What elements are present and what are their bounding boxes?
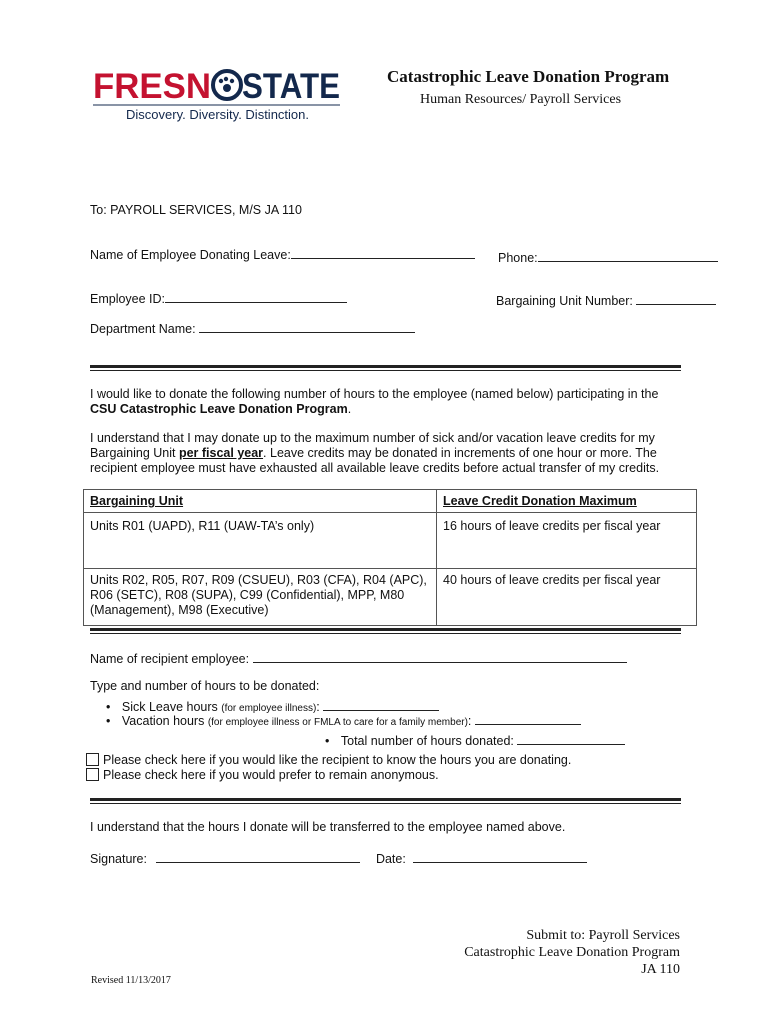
intro-paragraph bbox=[90, 387, 690, 417]
phone-label: Phone: bbox=[498, 251, 538, 265]
know-hours-checkbox[interactable] bbox=[86, 753, 99, 766]
sick-leave-note: (for employee illness) bbox=[221, 703, 317, 714]
anonymous-checkbox[interactable] bbox=[86, 768, 99, 781]
vacation-label: Vacation hours bbox=[121, 714, 205, 728]
revised-date: Revised 11/13/2017 bbox=[91, 975, 171, 986]
per-fiscal-year: per fiscal year bbox=[178, 446, 264, 460]
table-header-row bbox=[84, 490, 697, 513]
know-hours-option bbox=[86, 753, 571, 767]
phone-input[interactable] bbox=[538, 248, 718, 262]
department-field bbox=[90, 319, 415, 336]
svg-text:FRESN: FRESN bbox=[93, 67, 211, 106]
table-cell: Units R01 (UAPD), R11 (UAW-TA’s only) bbox=[84, 513, 437, 569]
submit-line-2: Catastrophic Leave Donation Program bbox=[464, 945, 680, 960]
date-label: Date: bbox=[375, 852, 406, 866]
terms-line-2: Bargaining Unit per fiscal year. Leave credits may be donated in increments of one hour or more. The bbox=[90, 446, 657, 460]
terms-line-3: recipient employee must have exhausted all available leave credits before actual transfer of my credits. bbox=[90, 461, 660, 475]
department-input[interactable] bbox=[199, 319, 415, 333]
section-divider bbox=[90, 798, 681, 804]
signature-field bbox=[90, 849, 587, 866]
employee-id-input[interactable] bbox=[165, 289, 347, 303]
bullet-icon: • bbox=[106, 714, 111, 728]
recipient-name-input[interactable] bbox=[253, 649, 627, 663]
understand-statement: I understand that the hours I donate will be transferred to the employee named above. bbox=[90, 820, 566, 834]
sick-leave-hours-input[interactable] bbox=[323, 697, 439, 711]
know-hours-label: Please check here if you would like the recipient to know the hours you are donating. bbox=[103, 753, 572, 767]
table-header-maximum: Leave Credit Donation Maximum bbox=[443, 494, 637, 508]
signature-label: Signature: bbox=[90, 852, 147, 866]
intro-line-1: I would like to donate the following number of hours to the employee (named below) participating in the bbox=[90, 387, 659, 401]
signature-input[interactable] bbox=[156, 849, 360, 863]
donation-type-label: Type and number of hours to be donated: bbox=[90, 679, 320, 693]
department-label: Department Name: bbox=[90, 322, 196, 336]
submit-line-3: JA 110 bbox=[641, 962, 680, 977]
table-header-unit: Bargaining Unit bbox=[90, 494, 184, 508]
employee-id-field bbox=[90, 289, 347, 306]
total-hours-field bbox=[325, 731, 625, 748]
submit-to-block bbox=[464, 927, 680, 978]
donor-name-label: Name of Employee Donating Leave: bbox=[90, 248, 291, 262]
bullet-icon: • bbox=[106, 700, 111, 714]
bargaining-unit-number-input[interactable] bbox=[636, 291, 716, 305]
section-divider bbox=[90, 365, 681, 371]
table-row bbox=[84, 513, 697, 569]
recipient-name-field bbox=[90, 649, 627, 666]
employee-id-label: Employee ID: bbox=[90, 292, 166, 306]
bargaining-unit-number-field bbox=[496, 291, 716, 308]
total-hours-label: Total number of hours donated: bbox=[340, 734, 514, 748]
logo-tagline: Discovery. Diversity. Distinction. bbox=[126, 107, 309, 122]
intro-line-2: CSU Catastrophic Leave Donation Program. bbox=[90, 402, 352, 416]
phone-field bbox=[498, 248, 718, 265]
total-hours-input[interactable] bbox=[517, 731, 625, 745]
donor-name-input[interactable] bbox=[291, 245, 475, 259]
bargaining-unit-number-label: Bargaining Unit Number: bbox=[496, 294, 633, 308]
vacation-note: (for employee illness or FMLA to care for a family member) bbox=[207, 717, 468, 728]
sick-leave-label: Sick Leave hours bbox=[121, 700, 218, 714]
date-input[interactable] bbox=[413, 849, 587, 863]
form-title: Catastrophic Leave Donation Program bbox=[387, 67, 670, 86]
fresno-state-logo bbox=[92, 60, 342, 126]
sick-leave-field: • Sick Leave hours (for employee illness): bbox=[106, 697, 439, 714]
anonymous-label: Please check here if you would prefer to remain anonymous. bbox=[103, 768, 439, 782]
table-cell: 40 hours of leave credits per fiscal year bbox=[437, 569, 697, 626]
table-cell: Units R02, R05, R07, R09 (CSUEU), R03 (CFA), R04 (APC), R06 (SETC), R08 (SUPA), C99 (Confidential), MPP, M80 (Management), M98 (Executive) bbox=[84, 569, 437, 626]
table-row bbox=[84, 569, 697, 626]
terms-line-1: I understand that I may donate up to the maximum number of sick and/or vacation leave credits for my bbox=[90, 431, 655, 445]
section-divider bbox=[90, 628, 681, 634]
table-cell: 16 hours of leave credits per fiscal year bbox=[437, 513, 697, 569]
svg-text:STATE: STATE bbox=[242, 67, 340, 106]
form-subtitle: Human Resources/ Payroll Services bbox=[420, 92, 622, 107]
donor-name-field bbox=[90, 245, 475, 262]
recipient-name-label: Name of recipient employee: bbox=[90, 652, 250, 666]
bullet-icon: • bbox=[325, 734, 330, 748]
bargaining-unit-table bbox=[83, 489, 697, 626]
program-name: CSU Catastrophic Leave Donation Program bbox=[90, 402, 348, 416]
vacation-hours-input[interactable] bbox=[475, 711, 581, 725]
submit-line-1: Submit to: Payroll Services bbox=[526, 928, 680, 943]
anonymous-option bbox=[86, 768, 439, 782]
terms-paragraph bbox=[90, 431, 690, 476]
to-line: To: PAYROLL SERVICES, M/S JA 110 bbox=[90, 203, 302, 217]
vacation-field: • Vacation hours (for employee illness or FMLA to care for a family member): bbox=[106, 711, 581, 728]
